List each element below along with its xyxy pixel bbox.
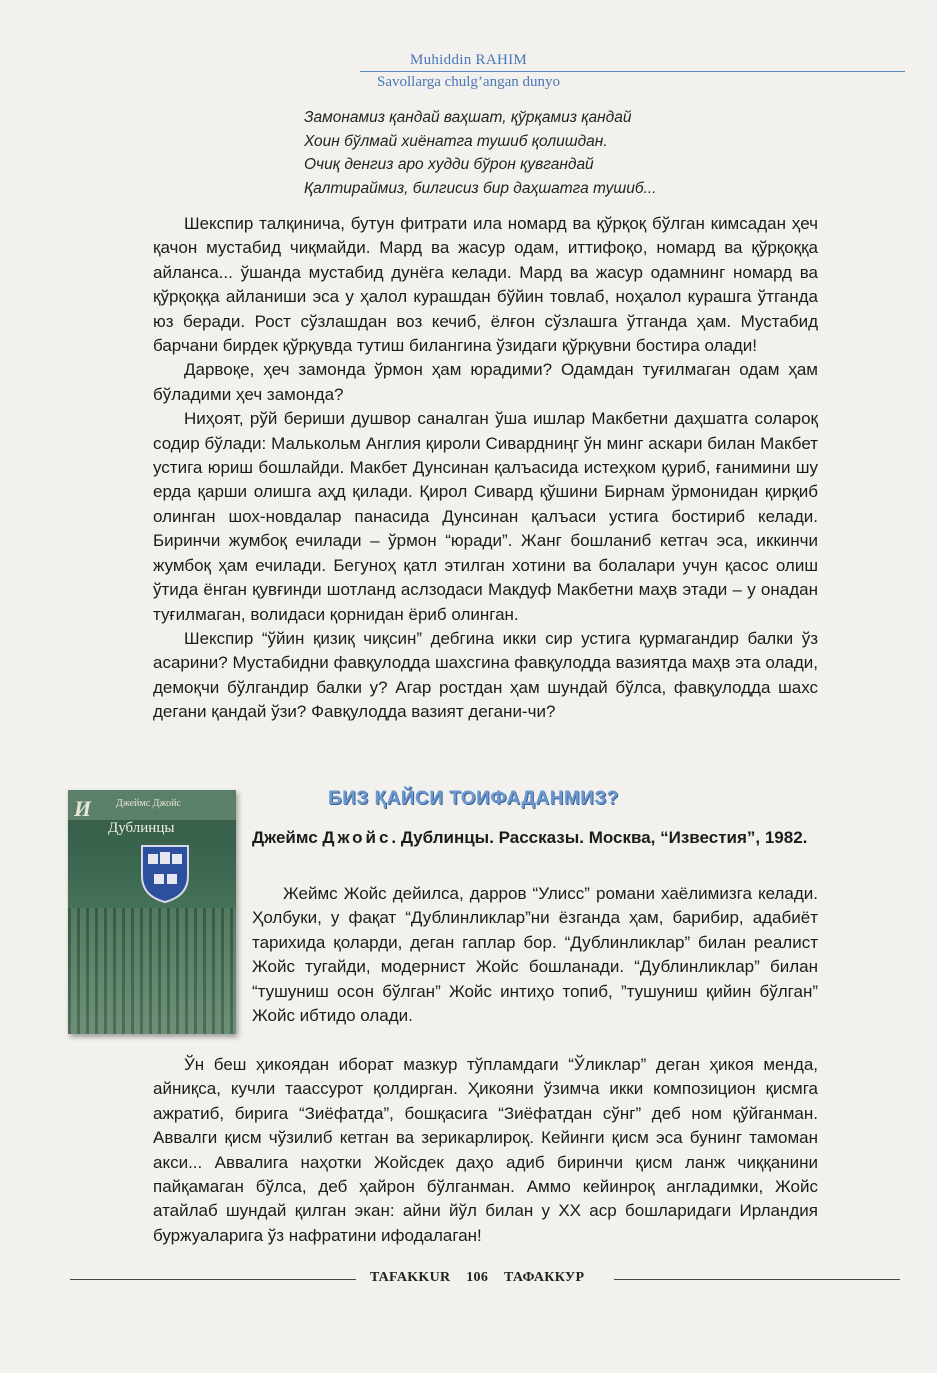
poem-line: Очиқ денгиз аро худди бўрон қувгандай <box>304 156 594 173</box>
dublin-crest-icon <box>140 844 190 904</box>
street-photo <box>68 908 236 1034</box>
section-title: БИЗ ҚАЙСИ ТОИФАДАНМИЗ? <box>328 788 619 809</box>
footer-left: TAFAKKUR <box>370 1270 451 1285</box>
cover-author: Джеймс Джойс <box>116 798 181 809</box>
main-text <box>153 212 818 725</box>
paragraph: Ниҳоят, рўй бериши душвор саналган ўша ишлар Макбетни даҳшатга солароқ содир бўлади: Малькольм Англия қироли Сивардниңг ўн минг аскари билан Макбет устига юриш бошлайди. Макбет Дунсинан қалъасида истеҳком қуриб, ғанимини шу ерда қарши олишга аҳд қилади. Қирол Сивард қўшини Бирнам ўрмонидан қирқиб олинган шох-новдалар панасида Дунсинан қалъаси устига бостириб келади. Биринчи жумбоқ ечилади – ўрмон “юради”. Жанг бошланиб кетгач эса, иккинчи жумбоқ ҳам ечилади. Бегуноҳ қатл этилган хотини ва болалари учун қасос олиш ўтида ёнган қувғинди шотланд аслзодаси Макдуф Макбетни маҳв этади – у онадан туғилмаган, волидаси қорнидан ёриб олинган. <box>153 409 818 624</box>
wrapped-text <box>252 882 818 1028</box>
footer-rule-right <box>614 1279 900 1280</box>
header-author: Muhiddin RAHIM <box>409 52 528 68</box>
publisher-logo: И <box>74 796 92 821</box>
footer-rule-left <box>70 1279 356 1280</box>
footer-right: ТАФАККУР <box>503 1270 585 1285</box>
poem-epigraph <box>304 106 656 200</box>
footer-text <box>370 1270 596 1286</box>
book-ref-author-first: Джеймс <box>252 828 318 847</box>
paragraph: Шекспир талқинича, бутун фитрати ила номард ва қўрқоқ бўлган кимсадан ҳеч қачон мустабид чиқмайди. Мард ва жасур одам, иттифоқо, номард ва қўрқоққа айланса... ўшанда мустабид дунёга келади. Мард ва жасур одамнинг номард ва қўрқоққа айланиши эса у ҳалол курашдан бўйин товлаб, ноҳалол курашга ўтганда юз беради. Рост сўзлашдан воз кечиб, ёлғон сўзлашга ўтганда ҳам. Мустабид барчани бирдек қўрқувда тутиш билангина ўзидаги қўрқувни бостира олади! <box>153 214 818 356</box>
poem-line: Замонамиз қандай ваҳшат, қўрқамиз қандай <box>304 109 632 126</box>
paragraph: Ўн беш ҳикоядан иборат мазкур тўпламдаги “Ўликлар” деган ҳикоя менда, айниқса, кучли таассурот қолдирган. Ҳикояни ўзимча икки композицион қисмга ажратиб, бирига “Зиёфатда”, бошқасига “Зиёфатдан сўнг” деб ном қўйганман. Аввалги қисм чўзилиб кетган ва зерикарлироқ. Кейинги қисм эса бунинг тамоман акси... Аввалига наҳотки Жойсдек даҳо адиб биринчи қисм ланж чиққанини пайқамаган бўлса, деб ҳайрон бўлганман. Аммо кейинроқ англадимки, Жойс атайлаб шундай қилган экан: айни йўл билан у ХХ аср бошларидаги Ирландия буржуаларига ўз нафратини ифодалаган! <box>153 1055 818 1245</box>
bottom-text <box>153 1053 818 1248</box>
page-footer <box>0 1270 937 1290</box>
book-reference <box>252 826 819 850</box>
page-number: 106 <box>466 1270 489 1285</box>
book-ref-details: . Дублинцы. Рассказы. Москва, “Известия”, 1982. <box>391 828 808 847</box>
book-ref-author-last: Джойс <box>322 828 392 847</box>
header-rule <box>360 71 905 72</box>
paragraph: Жеймс Жойс дейилса, дарров “Улисс” романи хаёлимизга келади. Ҳолбуки, у фақат “Дублинликлар”ни ёзганда ҳам, барибир, адабиёт тарихида қоларди, деган гаплар бор. “Дублинликлар” билан реалист Жойс тугайди, модернист Жойс бошланади. “Дублинликлар” билан “тушуниш осон бўлган” Жойс интиҳо топиб, ”тушуниш қийин бўлган” Жойс ибтидо олади. <box>252 884 818 1026</box>
poem-line: Қалтираймиз, билгисиз бир даҳшатга тушиб... <box>304 179 657 197</box>
poem-line: Хоин бўлмай хиёнатга тушиб қолишдан. <box>304 132 608 150</box>
cover-title: Дублинцы <box>108 820 175 836</box>
book-cover-image <box>68 790 236 1034</box>
paragraph: Дарвоқе, ҳеч замонда ўрмон ҳам юрадими? Одамдан туғилмаган одам ҳам бўладими ҳеч замонда? <box>153 360 818 404</box>
header-subtitle: Savollarga chulg’angan dunyo <box>376 74 560 90</box>
paragraph: Шекспир “ўйин қизиқ чиқсин” дебгина икки сир устига қурмагандир балки ўз асарини? Мустабидни фавқулодда шахсгина фавқулодда вазиятда маҳв эта олади, демоқчи бўлгандир балки у? Агар ростдан ҳам шундай бўлса, фавқулодда шахс дегани қандай ўзи? Фавқулодда вазият дегани-чи? <box>153 628 818 722</box>
